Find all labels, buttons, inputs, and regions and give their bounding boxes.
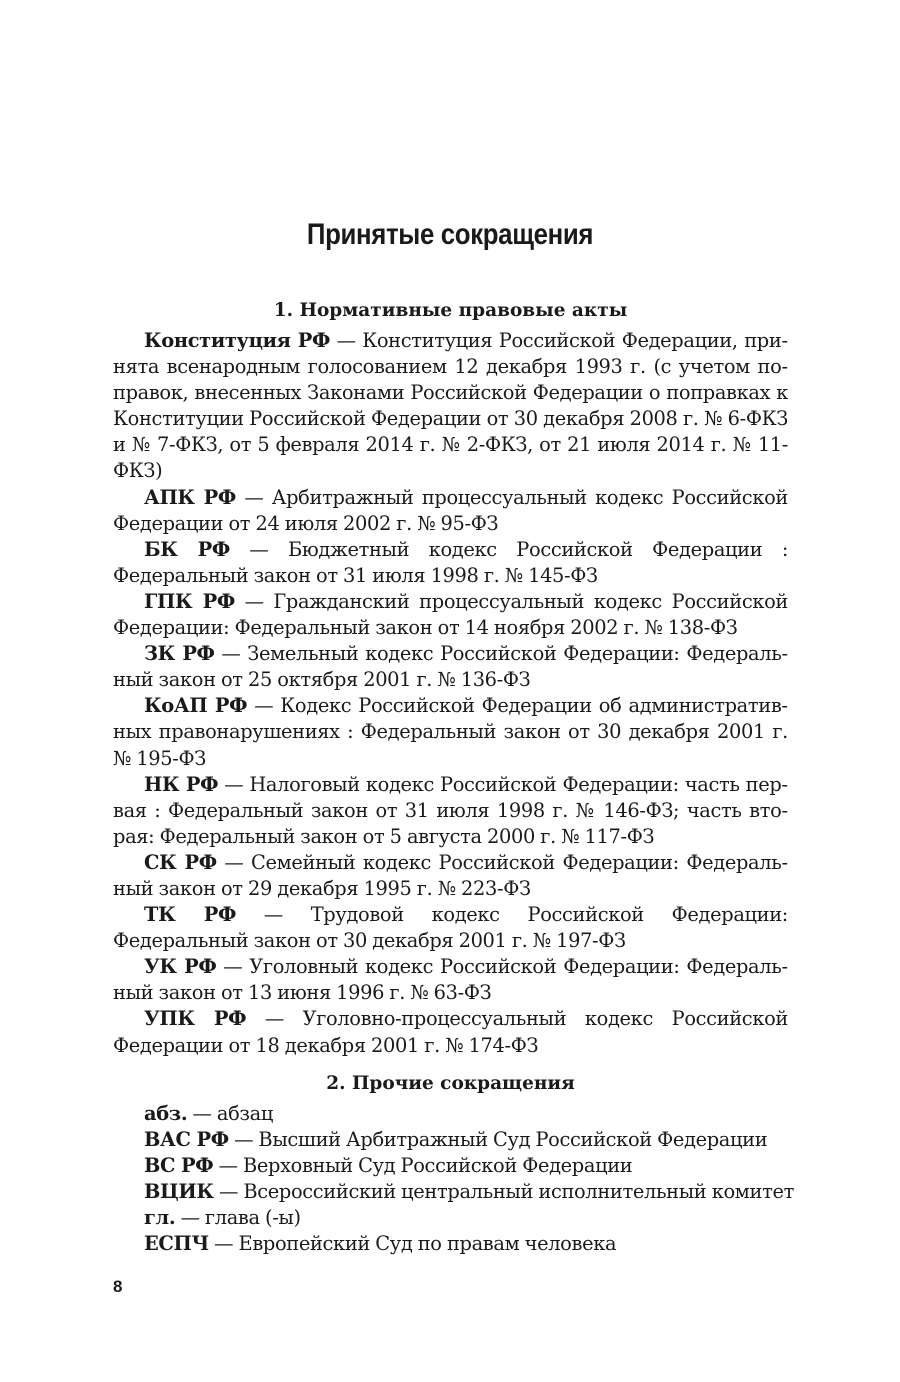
abbreviation-term: абз. [144, 1102, 188, 1125]
abbreviation-entry [113, 485, 788, 537]
abbreviation-term: АПК РФ [144, 485, 236, 509]
abbreviation-term: ЕСПЧ [144, 1232, 209, 1256]
abbreviation-list [113, 1101, 794, 1258]
abbreviation-entry [113, 1179, 794, 1205]
section-heading: 2. Прочие сокращения [326, 1073, 575, 1094]
abbreviation-definition: — абзац [187, 1102, 273, 1125]
abbreviation-entry [113, 1153, 788, 1179]
abbreviation-term: ВС РФ [144, 1154, 214, 1178]
abbreviation-definition: — Арбитражный процессуальный кодекс Российской Федерации от 24 июля 2002 г. № 95-ФЗ [113, 485, 788, 535]
page-number: 8 [113, 1277, 123, 1296]
abbreviation-definition: — глава (-ы) [175, 1206, 301, 1230]
abbreviation-definition: — Гражданский процессуальный кодекс Российской Федерации: Федеральный закон от 14 ноября 2002 г. № 138-ФЗ [113, 589, 789, 640]
abbreviation-entry [113, 328, 788, 485]
abbreviation-definition: — Уголовно-процессуальный кодекс Российской Федерации от 18 декабря 2001 г. № 174-ФЗ [113, 1007, 788, 1057]
abbreviation-entry [113, 641, 788, 693]
abbreviation-term: УК РФ [144, 955, 217, 979]
abbreviation-entry [113, 954, 788, 1006]
abbreviation-entry [113, 693, 788, 771]
abbreviation-definition: — Высший Арбитражный Суд Российской Федерации [228, 1128, 768, 1152]
section-heading: 1. Нормативные правовые акты [273, 300, 628, 321]
abbreviation-entry [113, 902, 788, 954]
abbreviation-definition: — Верховный Суд Российской Федерации [213, 1154, 633, 1178]
abbreviation-term: КоАП РФ [144, 694, 248, 718]
section-normative-acts [113, 298, 788, 1059]
abbreviation-entry [113, 1231, 788, 1257]
abbreviation-definition: — Семейный кодекс Российской Федерации: Федеральный закон от 29 декабря 1995 г. № 223-ФЗ [113, 850, 788, 900]
abbreviation-entry [113, 589, 788, 641]
abbreviation-term: ЗК РФ [144, 642, 215, 666]
abbreviation-term: ВАС РФ [144, 1128, 229, 1152]
abbreviation-term: БК РФ [144, 537, 230, 561]
abbreviation-definition: — Всероссийский центральный исполнительный комитет [213, 1180, 794, 1204]
abbreviation-definition: — Бюджетный кодекс Российской Федерации : Федеральный закон от 31 июля 1998 г. № 145-ФЗ [113, 537, 788, 587]
abbreviation-definition: — Земельный кодекс Российской Федерации: Федеральный закон от 25 октября 2001 г. № 136-ФЗ [113, 642, 788, 692]
abbreviation-definition: — Кодекс Российской Федерации об административных правонарушениях : Федеральный закон от 30 декабря 2001 г. № 195-ФЗ [113, 694, 788, 770]
abbreviation-definition: — Конституция Российской Федерации, принята всенародным голосованием 12 декабря 1993 г. (с учетом поправок, внесенных Законами Российской Федерации о поправках к Конституции Российской Федерации от 30 декабря 2008 г. № 6-ФКЗ и № 7-ФКЗ, от 5 февраля 2014 г. № 2-ФКЗ, от 21 июля 2014 г. № 11-ФКЗ) [113, 329, 788, 483]
abbreviation-term: ТК РФ [144, 903, 237, 927]
abbreviation-term: ВЦИК [144, 1180, 214, 1204]
page-title: Принятые сокращения [306, 218, 594, 251]
abbreviation-term: гл. [144, 1206, 176, 1230]
section-other-abbreviations [113, 1071, 794, 1258]
abbreviation-term: ГПК РФ [144, 589, 235, 613]
abbreviation-list [113, 328, 788, 1059]
abbreviation-entry [113, 1205, 788, 1231]
abbreviation-entry [113, 1006, 788, 1058]
abbreviation-term: УПК РФ [144, 1007, 247, 1031]
abbreviation-definition: — Европейский Суд по правам человека [208, 1232, 617, 1256]
abbreviation-entry [113, 537, 788, 589]
abbreviation-entry [113, 850, 788, 902]
abbreviation-entry [113, 1101, 788, 1127]
abbreviation-term: НК РФ [144, 772, 219, 796]
abbreviation-definition: — Налоговый кодекс Российской Федерации: часть первая : Федеральный закон от 31 июля 1998 г. № 146-ФЗ; часть вторая: Федеральный закон от 5 августа 2000 г. № 117-ФЗ [113, 772, 788, 848]
abbreviation-term: Конституция РФ [144, 329, 331, 352]
abbreviation-entry [113, 1127, 788, 1153]
abbreviation-term: СК РФ [144, 850, 217, 874]
abbreviation-definition: — Трудовой кодекс Российской Федерации: Федеральный закон от 30 декабря 2001 г. № 197-ФЗ [113, 903, 788, 953]
abbreviation-definition: — Уголовный кодекс Российской Федерации: Федеральный закон от 13 июня 1996 г. № 63-ФЗ [113, 955, 788, 1005]
abbreviation-entry [113, 772, 788, 850]
